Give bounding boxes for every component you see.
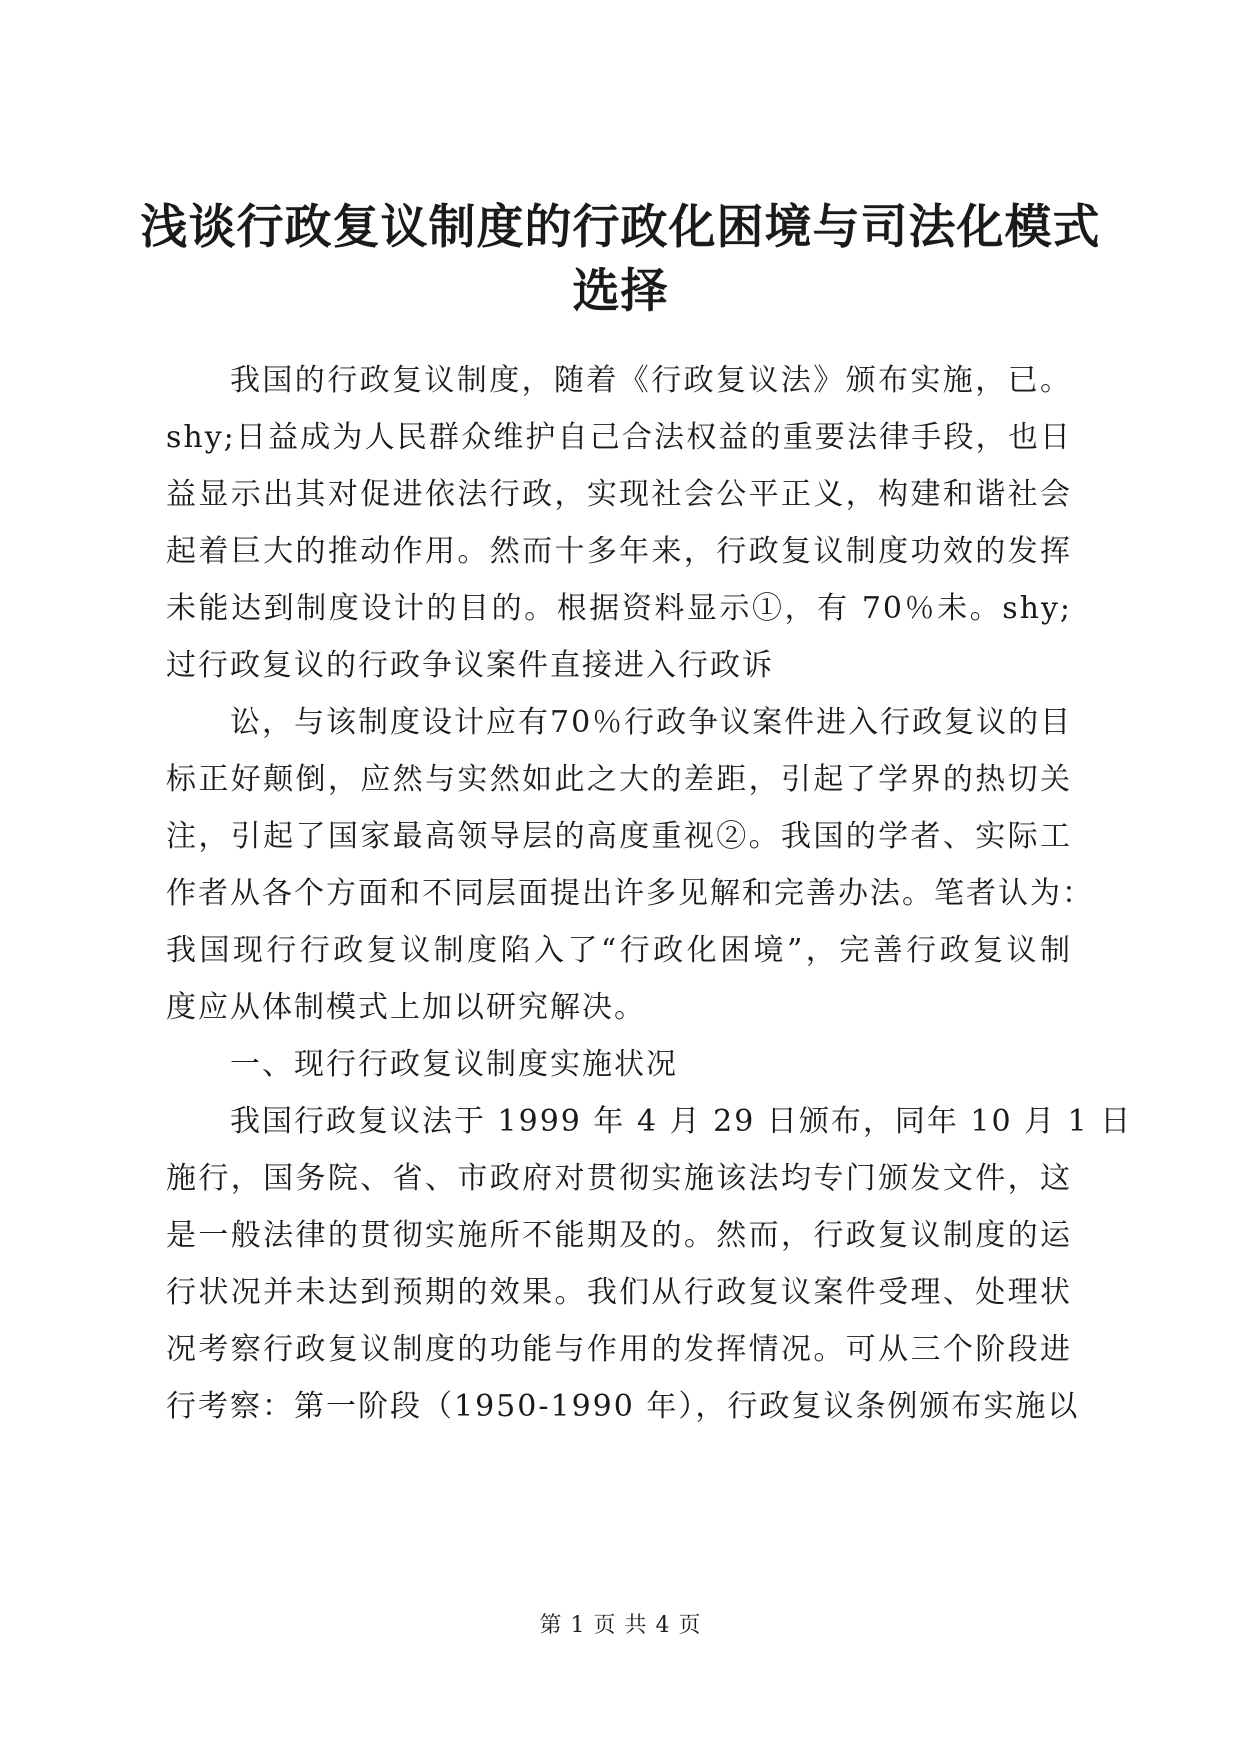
paragraph-line: 注，引起了国家最高领导层的高度重视②。我国的学者、实际工 <box>166 819 1072 854</box>
document-body <box>166 352 1133 1435</box>
paragraph-line: 未能达到制度设计的目的。根据资料显示①，有 70％未。shy; <box>166 591 1072 626</box>
paragraph-line: shy;日益成为人民群众维护自己合法权益的重要法律手段，也日 <box>166 420 1072 455</box>
paragraph-line: 益显示出其对促进依法行政，实现社会公平正义，构建和谐社会 <box>166 477 1072 512</box>
paragraph-line: 行考察：第一阶段（1950-1990 年），行政复议条例颁布实施以 <box>166 1389 1080 1424</box>
paragraph-line: 况考察行政复议制度的功能与作用的发挥情况。可从三个阶段进 <box>166 1332 1072 1367</box>
title-line-1: 浅谈行政复议制度的行政化困境与司法化模式 <box>140 200 1101 255</box>
paragraph-line: 施行，国务院、省、市政府对贯彻实施该法均专门颁发文件，这 <box>166 1161 1072 1196</box>
paragraph-3 <box>166 1093 1133 1435</box>
paragraph-line: 起着巨大的推动作用。然而十多年来，行政复议制度功效的发挥 <box>166 534 1072 569</box>
paragraph-line: 标正好颠倒，应然与实然如此之大的差距，引起了学界的热切关 <box>166 762 1072 797</box>
paragraph-line: 讼，与该制度设计应有70％行政争议案件进入行政复议的目 <box>230 705 1073 740</box>
document-title <box>130 196 1111 324</box>
paragraph-line: 度应从体制模式上加以研究解决。 <box>166 990 646 1025</box>
paragraph-line: 是一般法律的贯彻实施所不能期及的。然而，行政复议制度的运 <box>166 1218 1072 1253</box>
paragraph-line: 我国行政复议法于 1999 年 4 月 29 日颁布，同年 10 月 1 日 <box>230 1104 1133 1139</box>
paragraph-line: 过行政复议的行政争议案件直接进入行政诉 <box>166 648 774 683</box>
paragraph-line: 我国的行政复议制度，随着《行政复议法》颁布实施，已。 <box>230 363 1072 398</box>
paragraph-line: 行状况并未达到预期的效果。我们从行政复议案件受理、处理状 <box>166 1275 1072 1310</box>
title-line-2: 选择 <box>572 264 669 319</box>
paragraph-line: 我国现行行政复议制度陷入了“行政化困境”，完善行政复议制 <box>166 933 1072 968</box>
paragraph-1 <box>166 352 1072 694</box>
paragraph-line: 作者从各个方面和不同层面提出许多见解和完善办法。笔者认为： <box>166 876 1094 911</box>
section-heading: 一、现行行政复议制度实施状况 <box>230 1047 678 1082</box>
page-footer: 第 1 页 共 4 页 <box>539 1613 702 1638</box>
paragraph-2 <box>166 694 1094 1036</box>
